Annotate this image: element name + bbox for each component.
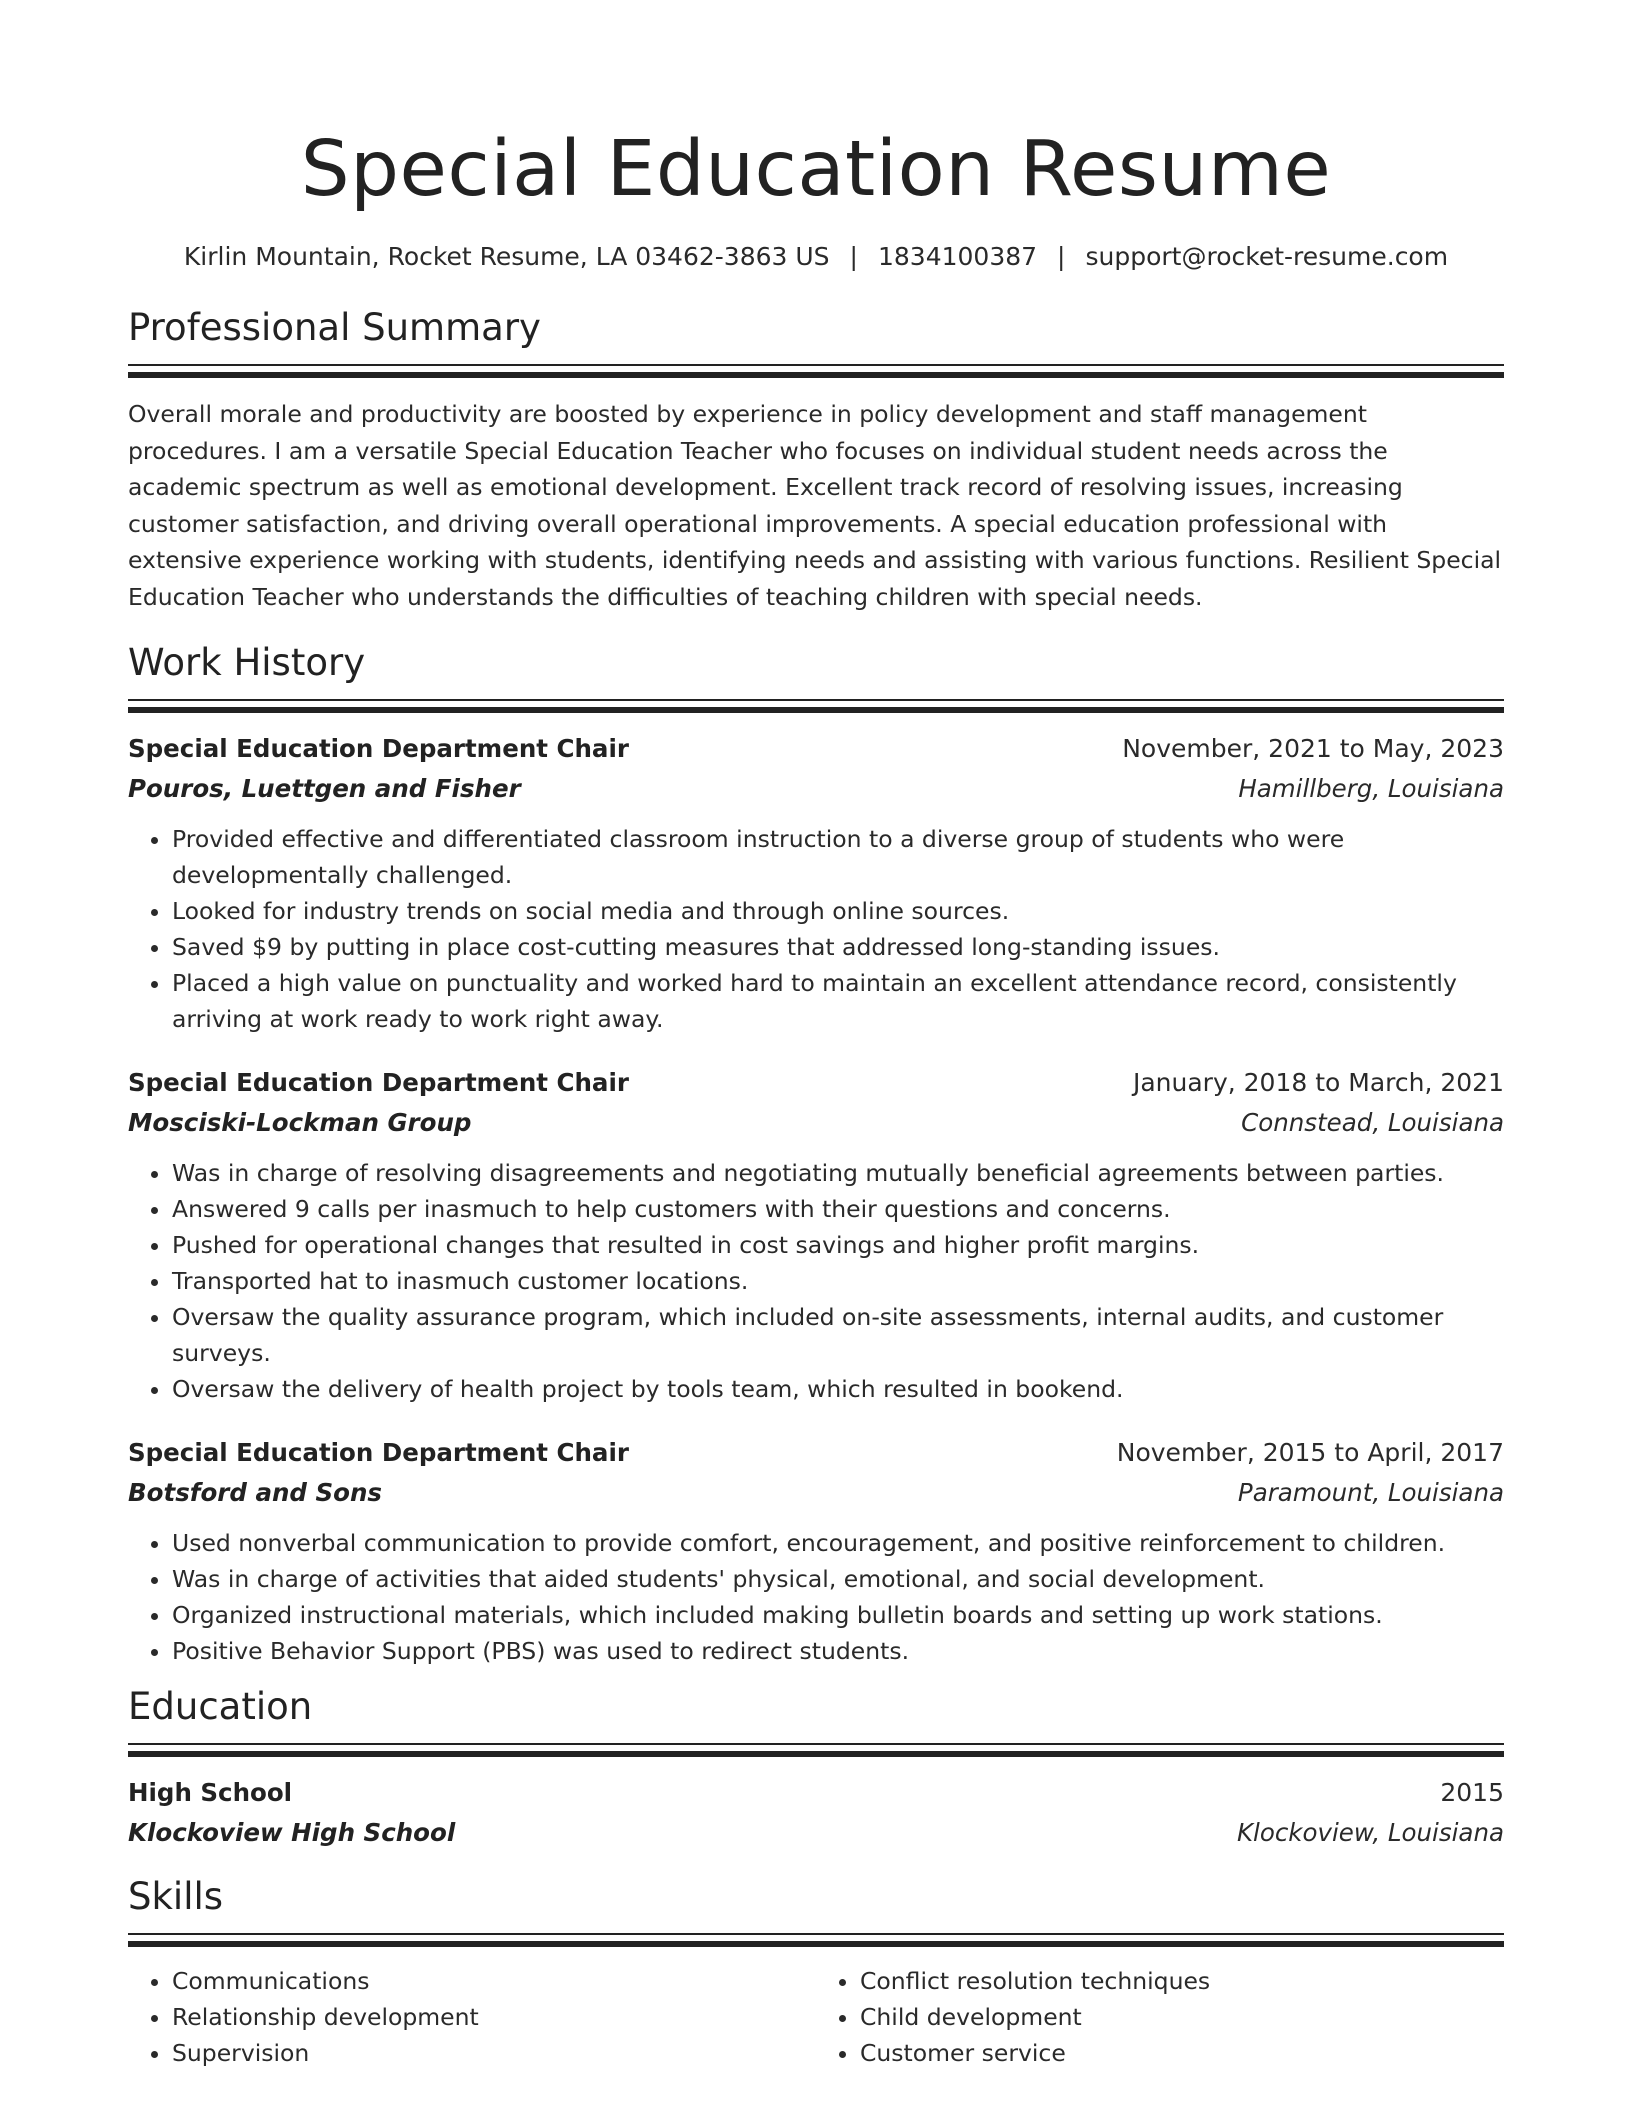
- education-location: Klockoview, Louisiana: [1236, 1818, 1504, 1847]
- skill-item: • Child development: [860, 1999, 1504, 2035]
- education-year: 2015: [1440, 1778, 1504, 1807]
- skill-item: • Conflict resolution techniques: [860, 1963, 1504, 1999]
- job-company: Mosciski-Lockman Group: [128, 1108, 472, 1137]
- section-divider: [128, 1933, 1504, 1935]
- skills-section: [128, 1873, 1504, 2071]
- contact-email: support@rocket-resume.com: [1085, 242, 1449, 271]
- job-company-row: [128, 769, 1504, 809]
- job-entry: [128, 1433, 1504, 1669]
- skills-list-right: [816, 1963, 1504, 2071]
- section-heading: Work History: [128, 641, 366, 684]
- section-divider: [128, 364, 1504, 366]
- work-history-section: [128, 639, 1504, 1669]
- contact-separator: |: [849, 242, 858, 271]
- job-bullet: • Looked for industry trends on social media and through online sources.: [172, 893, 1504, 929]
- section-heading: Skills: [128, 1875, 224, 1918]
- section-divider: [128, 1743, 1504, 1745]
- job-bullet: • Pushed for operational changes that resulted in cost savings and higher profit margins.: [172, 1227, 1504, 1263]
- job-bullet: • Was in charge of resolving disagreements and negotiating mutually beneficial agreements between parties.: [172, 1155, 1504, 1191]
- job-location: Connstead, Louisiana: [1241, 1108, 1504, 1137]
- section-divider: [128, 699, 1504, 701]
- education-section: [128, 1683, 1504, 1853]
- job-header-row: [128, 729, 1504, 769]
- contact-address: Kirlin Mountain, Rocket Resume, LA 03462-3863 US: [183, 242, 830, 271]
- job-header-row: [128, 1063, 1504, 1103]
- job-title: Special Education Department Chair: [128, 734, 629, 763]
- job-bullets: [128, 1525, 1504, 1669]
- skill-item: • Supervision: [172, 2035, 816, 2071]
- job-company: Pouros, Luettgen and Fisher: [128, 774, 521, 803]
- skill-item: • Relationship development: [172, 1999, 816, 2035]
- job-bullet: • Provided effective and differentiated classroom instruction to a diverse group of students who were developmentally challenged.: [172, 821, 1504, 893]
- skills-columns: [128, 1963, 1504, 2071]
- education-school: Klockoview High School: [128, 1818, 456, 1847]
- job-company-row: [128, 1473, 1504, 1513]
- contact-line: [128, 240, 1504, 274]
- job-bullet: • Positive Behavior Support (PBS) was used to redirect students.: [172, 1633, 1504, 1669]
- education-entry: [128, 1773, 1504, 1853]
- education-degree: High School: [128, 1778, 293, 1807]
- section-divider-thick: [128, 1751, 1504, 1757]
- job-company-row: [128, 1103, 1504, 1143]
- job-bullet: • Answered 9 calls per inasmuch to help customers with their questions and concerns.: [172, 1191, 1504, 1227]
- job-header-row: [128, 1433, 1504, 1473]
- job-bullet: • Oversaw the delivery of health project by tools team, which resulted in bookend.: [172, 1371, 1504, 1407]
- skill-item: • Communications: [172, 1963, 816, 1999]
- job-bullet: • Organized instructional materials, which included making bulletin boards and setting up work stations.: [172, 1597, 1504, 1633]
- education-school-row: [128, 1813, 1504, 1853]
- job-bullets: [128, 821, 1504, 1037]
- skill-item: • Customer service: [860, 2035, 1504, 2071]
- section-divider-thick: [128, 1941, 1504, 1947]
- section-heading: Education: [128, 1685, 313, 1728]
- job-company: Botsford and Sons: [128, 1478, 382, 1507]
- job-bullet: • Was in charge of activities that aided students' physical, emotional, and social development.: [172, 1561, 1504, 1597]
- job-dates: November, 2015 to April, 2017: [1116, 1438, 1504, 1467]
- job-bullet: • Saved $9 by putting in place cost-cutting measures that addressed long-standing issues.: [172, 929, 1504, 965]
- section-divider-thick: [128, 372, 1504, 378]
- job-location: Hamillberg, Louisiana: [1238, 774, 1504, 803]
- job-bullets: [128, 1155, 1504, 1407]
- job-title: Special Education Department Chair: [128, 1438, 629, 1467]
- skills-list-left: [128, 1963, 816, 2071]
- section-heading: Professional Summary: [128, 306, 541, 349]
- job-dates: January, 2018 to March, 2021: [1132, 1068, 1504, 1097]
- job-location: Paramount, Louisiana: [1237, 1478, 1504, 1507]
- job-bullet: • Transported hat to inasmuch customer locations.: [172, 1263, 1504, 1299]
- summary-text: Overall morale and productivity are boosted by experience in policy development and staff management procedures. I am a versatile Special Education Teacher who focuses on individual student needs across the academic spectrum as well as emotional development. Excellent track record of resolving issues, increasing customer satisfaction, and driving overall operational improvements. A special education professional with extensive experience working with students, identifying needs and assisting with various functions. Resilient Special Education Teacher who understands the difficulties of teaching children with special needs.: [128, 400, 1502, 611]
- job-bullet: • Oversaw the quality assurance program, which included on-site assessments, internal audits, and customer surveys.: [172, 1299, 1504, 1371]
- job-bullet: • Placed a high value on punctuality and worked hard to maintain an excellent attendance record, consistently arriving at work ready to work right away.: [172, 965, 1504, 1037]
- contact-separator: |: [1057, 242, 1066, 271]
- education-header-row: [128, 1773, 1504, 1813]
- section-divider-thick: [128, 707, 1504, 713]
- contact-phone: 1834100387: [877, 242, 1038, 271]
- job-bullet: • Used nonverbal communication to provide comfort, encouragement, and positive reinforcement to children.: [172, 1525, 1504, 1561]
- resume-title: Special Education Resume: [300, 125, 1332, 214]
- job-entry: [128, 1063, 1504, 1407]
- job-dates: November, 2021 to May, 2023: [1122, 734, 1504, 763]
- job-entry: [128, 729, 1504, 1037]
- summary-section: [128, 304, 1504, 615]
- job-title: Special Education Department Chair: [128, 1068, 629, 1097]
